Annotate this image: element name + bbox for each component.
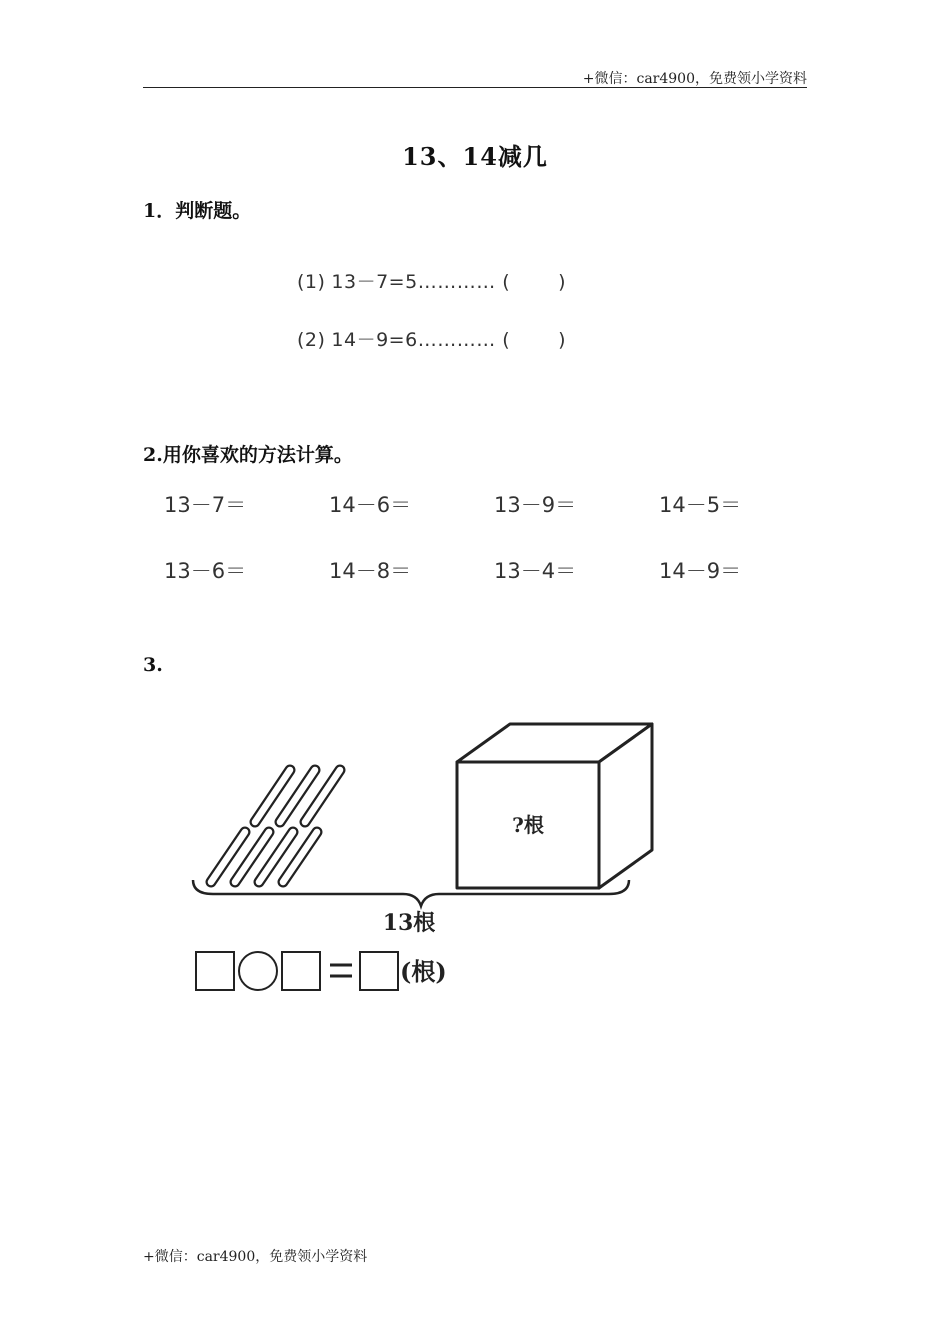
sticks-and-box-figure	[185, 712, 665, 1002]
question-2-label: 2.用你喜欢的方法计算。	[143, 444, 353, 466]
question-3-label: 3.	[143, 654, 163, 676]
header-note: +微信：car4900，免费领小学资料	[582, 71, 807, 87]
calc-problem: 14－9＝	[659, 559, 742, 583]
box-label: ?根	[512, 813, 544, 837]
unit-label: (根)	[400, 957, 447, 986]
question-1-label: 1．判断题。	[143, 200, 252, 222]
page-title: 13、14减几	[402, 142, 548, 171]
true-false-item-1	[297, 267, 566, 294]
footer-note: +微信：car4900，免费领小学资料	[143, 1249, 368, 1265]
item-number: (1)	[297, 271, 326, 293]
calc-problem: 13－9＝	[494, 493, 577, 517]
answer-box-1[interactable]	[196, 952, 234, 990]
answer-open-paren: (	[502, 329, 511, 351]
total-label: 13根	[382, 910, 436, 936]
calc-problem: 14－8＝	[329, 559, 412, 583]
calc-problem: 14－5＝	[659, 493, 742, 517]
calc-problem: 14－6＝	[329, 493, 412, 517]
calc-problem: 13－6＝	[164, 559, 247, 583]
equals-sign	[330, 965, 352, 976]
header-rule	[143, 87, 807, 88]
answer-close-paren: )	[558, 271, 567, 293]
answer-box-2[interactable]	[282, 952, 320, 990]
item-number: (2)	[297, 329, 326, 351]
answer-close-paren: )	[558, 329, 567, 351]
item-expression: 14－9=6…………	[331, 329, 496, 351]
calculation-grid	[164, 493, 804, 583]
calc-problem: 13－7＝	[164, 493, 247, 517]
true-false-item-2	[297, 325, 566, 352]
item-expression: 13－7=5…………	[331, 271, 496, 293]
operator-circle[interactable]	[239, 952, 277, 990]
calc-problem: 13－4＝	[494, 559, 577, 583]
box-icon	[457, 724, 652, 888]
answer-box-3[interactable]	[360, 952, 398, 990]
answer-open-paren: (	[502, 271, 511, 293]
